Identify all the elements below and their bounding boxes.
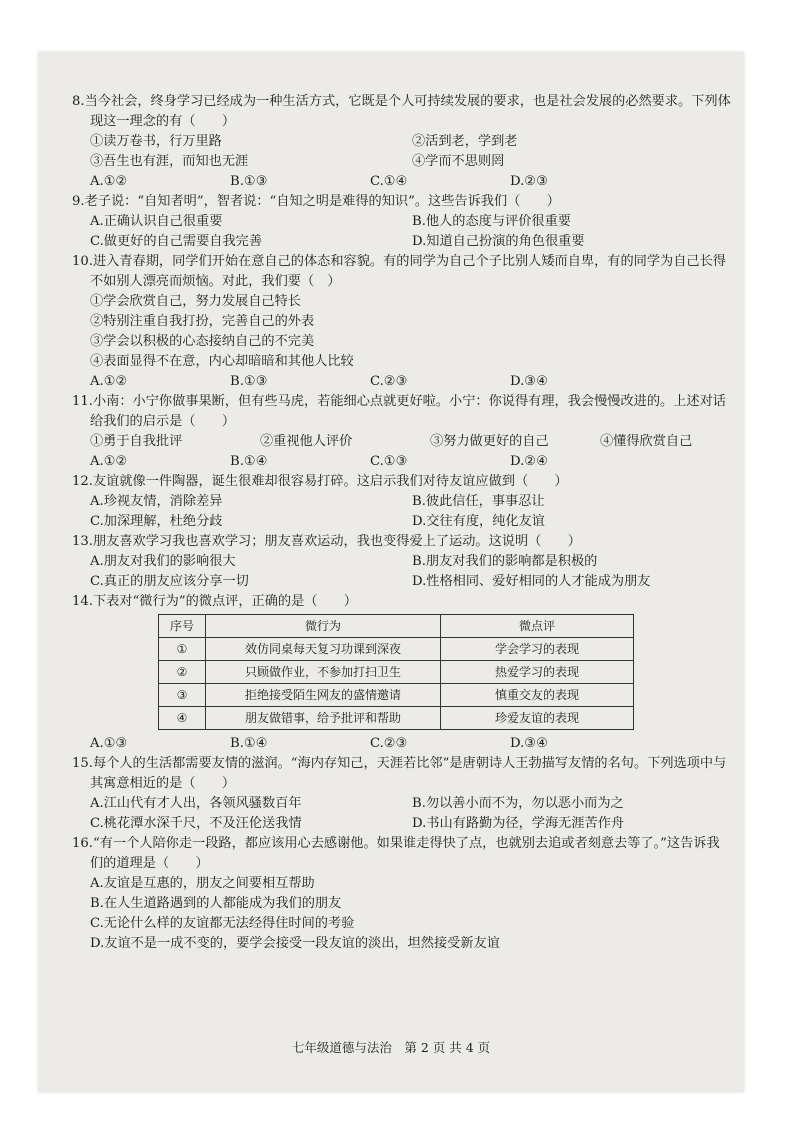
option-d: D.友谊不是一成不变的，要学会接受一段友谊的淡出，坦然接受新友谊 (90, 936, 500, 951)
option-a: A.珍视友情，消除差异 (90, 494, 223, 509)
table-cell: 只顾做作业，不参加打扫卫生 (206, 661, 441, 684)
statement: ③吾生也有涯，而知也无涯 (90, 154, 249, 169)
question-stem: 15.每个人的生活都需要友情的滋润。“海内存知己，天涯若比邻”是唐朝诗人王勃描写友情的名句。下列选项中与其寓意相近的是（ ） (72, 756, 727, 791)
table-cell: ④ (159, 707, 206, 730)
table-header-row (159, 615, 634, 638)
question-stem: 14.下表对“微行为”的微点评，正确的是（ ） (72, 594, 358, 609)
statement-list (72, 132, 732, 172)
option-c: C.①④ (370, 174, 408, 189)
table-row (159, 638, 634, 661)
question-12 (72, 472, 732, 532)
option-c: C.做更好的自己需要自我完善 (90, 234, 263, 249)
question-stem: 11.小南：小宁你做事果断，但有些马虎，若能细心点就更好啦。小宁：你说得有理，我会慢慢改进的。上述对话给我们的启示是（ ） (72, 394, 726, 429)
table-cell: 热爱学习的表现 (441, 661, 634, 684)
table-cell: ① (159, 638, 206, 661)
option-a: A.①② (90, 374, 128, 389)
column-header: 序号 (159, 615, 206, 638)
option-list (72, 372, 732, 392)
option-b: B.朋友对我们的影响都是积极的 (412, 554, 598, 569)
option-d: D.知道自己扮演的角色很重要 (412, 234, 585, 249)
option-b: B.彼此信任，事事忍让 (412, 494, 545, 509)
statement: ③学会以积极的心态接纳自己的不完美 (90, 334, 315, 349)
question-list (72, 92, 732, 954)
option-c: C.①③ (370, 454, 408, 469)
statement: ②重视他人评价 (260, 434, 353, 449)
column-header: 微点评 (441, 615, 634, 638)
table-cell: ② (159, 661, 206, 684)
table-row (159, 661, 634, 684)
option-b: B.①③ (230, 174, 268, 189)
option-list (72, 552, 732, 592)
option-d: D.②③ (510, 174, 548, 189)
option-a: A.①② (90, 174, 128, 189)
option-c: C.②③ (370, 736, 408, 751)
option-a: A.①② (90, 454, 128, 469)
question-11 (72, 392, 732, 472)
statement: ①读万卷书，行万里路 (90, 134, 222, 149)
table-cell: 学会学习的表现 (441, 638, 634, 661)
question-stem: 12.友谊就像一件陶器，诞生很难却很容易打碎。这启示我们对待友谊应做到（ ） (72, 474, 568, 489)
option-b: B.勿以善小而不为，勿以恶小而为之 (412, 796, 624, 811)
statement: ①学会欣赏自己，努力发展自己特长 (90, 294, 301, 309)
question-16 (72, 834, 732, 954)
statement: ④学而不思则罔 (412, 154, 505, 169)
option-c: C.加深理解，杜绝分歧 (90, 514, 223, 529)
question-15 (72, 754, 732, 834)
option-b: B.在人生道路遇到的人都能成为我们的朋友 (90, 896, 342, 911)
option-d: D.③④ (510, 374, 548, 389)
question-stem: 8.当今社会，终身学习已经成为一种生活方式，它既是个人可持续发展的要求，也是社会发展的必然要求。下列体现这一理念的有（ ） (72, 94, 731, 129)
option-d: D.②④ (510, 454, 548, 469)
exam-page (38, 52, 744, 1092)
table-cell: 朋友做错事，给予批评和帮助 (206, 707, 441, 730)
option-list (72, 452, 732, 472)
option-b: B.①③ (230, 374, 268, 389)
column-header: 微行为 (206, 615, 441, 638)
question-14 (72, 592, 732, 754)
statement: ②活到老，学到老 (412, 134, 518, 149)
statement: ④懂得欣赏自己 (600, 434, 693, 449)
question-stem: 16.“有一个人陪你走一段路，都应该用心去感谢他。如果谁走得快了点，也就别去追或者刻意去等了。”这告诉我们的道理是（ ） (72, 836, 720, 871)
option-a: A.正确认识自己很重要 (90, 214, 223, 229)
option-d: D.性格相同、爱好相同的人才能成为朋友 (412, 574, 651, 589)
table-cell: 拒绝接受陌生网友的盛情邀请 (206, 684, 441, 707)
option-b: B.①④ (230, 454, 268, 469)
option-list (72, 794, 732, 834)
question-9 (72, 192, 732, 252)
option-a: A.朋友对我们的影响很大 (90, 554, 236, 569)
option-list (72, 212, 732, 252)
option-list (72, 172, 732, 192)
statement: ②特别注重自我打扮，完善自己的外表 (90, 314, 315, 329)
table-cell: 珍爱友谊的表现 (441, 707, 634, 730)
option-d: D.③④ (510, 736, 548, 751)
page-footer: 七年级道德与法治 第 2 页 共 4 页 (291, 1040, 491, 1055)
question-stem: 13.朋友喜欢学习我也喜欢学习；朋友喜欢运动，我也变得爱上了运动。这说明（ ） (72, 534, 581, 549)
behavior-table (158, 614, 634, 730)
table-row (159, 707, 634, 730)
question-13 (72, 532, 732, 592)
option-list (72, 734, 732, 754)
question-10 (72, 252, 732, 392)
option-d: D.交往有度，纯化友谊 (412, 514, 545, 529)
question-8 (72, 92, 732, 192)
statement: ③努力做更好的自己 (430, 434, 549, 449)
statement: ①勇于自我批评 (90, 434, 183, 449)
table-cell: ③ (159, 684, 206, 707)
option-a: A.江山代有才人出，各领风骚数百年 (90, 796, 302, 811)
option-c: C.真正的朋友应该分享一切 (90, 574, 249, 589)
option-d: D.书山有路勤为径，学海无涯苦作舟 (412, 816, 625, 831)
option-c: C.②③ (370, 374, 408, 389)
table-cell: 效仿同桌每天复习功课到深夜 (206, 638, 441, 661)
option-a: A.①③ (90, 736, 128, 751)
option-a: A.友谊是互惠的，朋友之间要相互帮助 (90, 876, 315, 891)
table-cell: 慎重交友的表现 (441, 684, 634, 707)
table-row (159, 684, 634, 707)
option-c: C.桃花潭水深千尺，不及汪伦送我情 (90, 816, 302, 831)
option-b: B.①④ (230, 736, 268, 751)
question-stem: 10.进入青春期，同学们开始在意自己的体态和容貌。有的同学为自己个子比别人矮而自卑，有的同学为自己长得不如别人漂亮而烦恼。对此，我们要（ ） (72, 254, 726, 289)
option-list (72, 492, 732, 532)
statement: ④表面显得不在意，内心却暗暗和其他人比较 (90, 354, 354, 369)
question-stem: 9.老子说：“自知者明”，智者说：“自知之明是难得的知识”。这些告诉我们（ ） (72, 194, 560, 209)
statement-list (72, 432, 732, 452)
option-c: C.无论什么样的友谊都无法经得住时间的考验 (90, 916, 355, 931)
option-b: B.他人的态度与评价很重要 (412, 214, 571, 229)
